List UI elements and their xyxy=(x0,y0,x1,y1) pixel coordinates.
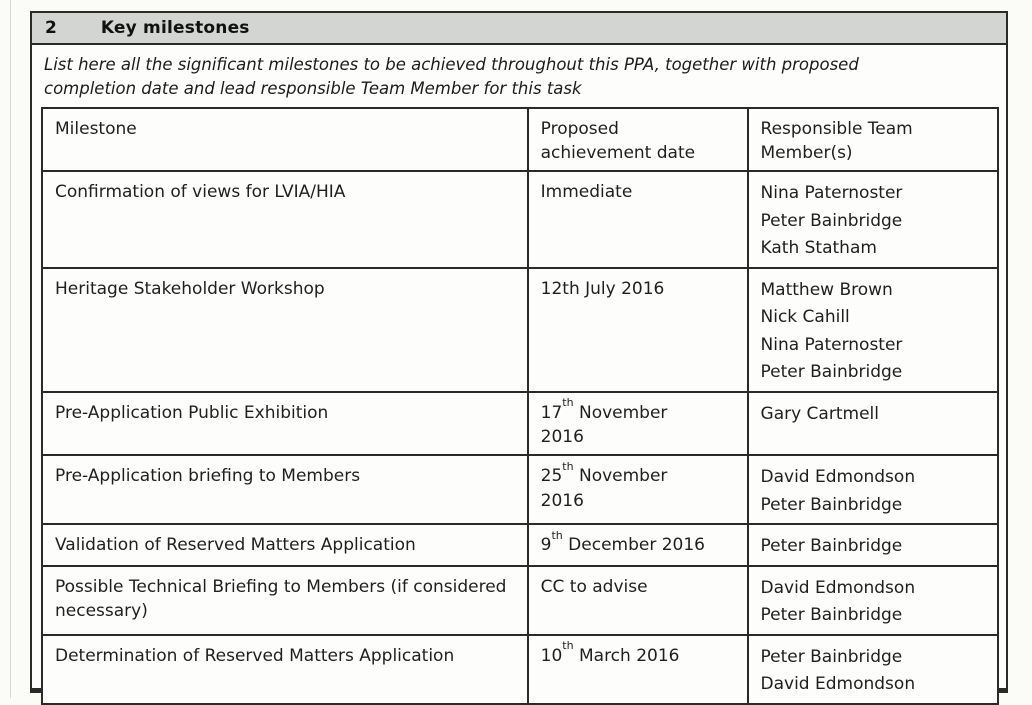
proposed-date: 25th November 2016 xyxy=(540,459,668,511)
description-line-1: List here all the significant milestones to be achieved throughout this PPA, together with proposed xyxy=(44,55,859,74)
milestone-cell: Possible Technical Briefing to Members (if considered necessary) xyxy=(42,566,528,635)
ordinal-superscript: th xyxy=(562,639,574,653)
proposed-date: Immediate xyxy=(540,182,633,203)
member-name: Nina Paternoster xyxy=(760,183,903,204)
member-name: Peter Bainbridge xyxy=(760,646,903,667)
description-line-2: completion date and lead responsible Team Member for this task xyxy=(44,78,582,98)
proposed-date: 12th July 2016 xyxy=(540,278,665,299)
members-cell xyxy=(748,455,998,524)
ordinal-superscript: th xyxy=(562,396,574,410)
milestone-cell: Determination of Reserved Matters Application xyxy=(42,635,528,704)
date-cell xyxy=(528,635,748,704)
member-name: Peter Bainbridge xyxy=(760,362,903,383)
milestone-cell: Confirmation of views for LVIA/HIA xyxy=(42,171,528,268)
section-number: 2 xyxy=(45,18,57,38)
table-row xyxy=(42,171,998,268)
milestone-cell: Pre-Application briefing to Members xyxy=(42,455,528,524)
date-cell xyxy=(528,392,748,455)
date-cell xyxy=(528,566,748,635)
column-header-proposed-date xyxy=(528,108,748,171)
proposed-date: CC to advise xyxy=(540,576,648,597)
table-row xyxy=(42,524,998,566)
members-cell xyxy=(748,392,998,455)
member-name: Nick Cahill xyxy=(760,307,850,328)
table-row xyxy=(42,268,998,392)
member-name: Gary Cartmell xyxy=(760,403,879,424)
milestone-cell: Validation of Reserved Matters Application xyxy=(42,524,528,566)
member-name: Peter Bainbridge xyxy=(760,210,903,231)
proposed-date: 17th November 2016 xyxy=(540,396,668,448)
members-cell xyxy=(748,566,998,635)
column-header-proposed-date-label: Proposed achievement date xyxy=(540,118,696,164)
member-name: Peter Bainbridge xyxy=(760,536,903,557)
ordinal-superscript: th xyxy=(551,528,563,542)
members-cell xyxy=(748,635,998,704)
table-header-row xyxy=(42,108,998,171)
column-header-responsible-member-label: Responsible Team Member(s) xyxy=(760,118,913,164)
ordinal-superscript: th xyxy=(562,459,574,473)
proposed-date: 9th December 2016 xyxy=(540,528,705,556)
section-header-band xyxy=(32,13,1006,45)
document-frame xyxy=(30,11,1008,693)
milestones-table xyxy=(41,107,999,705)
member-name: Peter Bainbridge xyxy=(760,494,903,515)
milestone-cell: Pre-Application Public Exhibition xyxy=(42,392,528,455)
column-header-milestone: Milestone xyxy=(42,108,528,171)
member-name: Matthew Brown xyxy=(760,279,893,300)
scan-edge-artifact xyxy=(10,0,11,698)
date-cell xyxy=(528,524,748,566)
date-cell xyxy=(528,455,748,524)
date-cell xyxy=(528,268,748,392)
date-cell xyxy=(528,171,748,268)
milestone-cell: Heritage Stakeholder Workshop xyxy=(42,268,528,392)
proposed-date: 10th March 2016 xyxy=(540,639,680,666)
table-row xyxy=(42,635,998,704)
table-row xyxy=(42,455,998,524)
member-name: David Edmondson xyxy=(760,467,916,488)
members-cell xyxy=(748,268,998,392)
column-header-responsible-member xyxy=(748,108,998,171)
member-name: David Edmondson xyxy=(760,674,916,695)
table-row xyxy=(42,566,998,635)
members-cell xyxy=(748,524,998,566)
member-name: Kath Statham xyxy=(760,238,877,259)
member-name: Peter Bainbridge xyxy=(760,605,903,626)
section-title: Key milestones xyxy=(100,18,250,38)
section-description xyxy=(32,45,1006,107)
members-cell xyxy=(748,171,998,268)
member-name: David Edmondson xyxy=(760,577,916,598)
table-row xyxy=(42,392,998,455)
member-name: Nina Paternoster xyxy=(760,334,903,355)
